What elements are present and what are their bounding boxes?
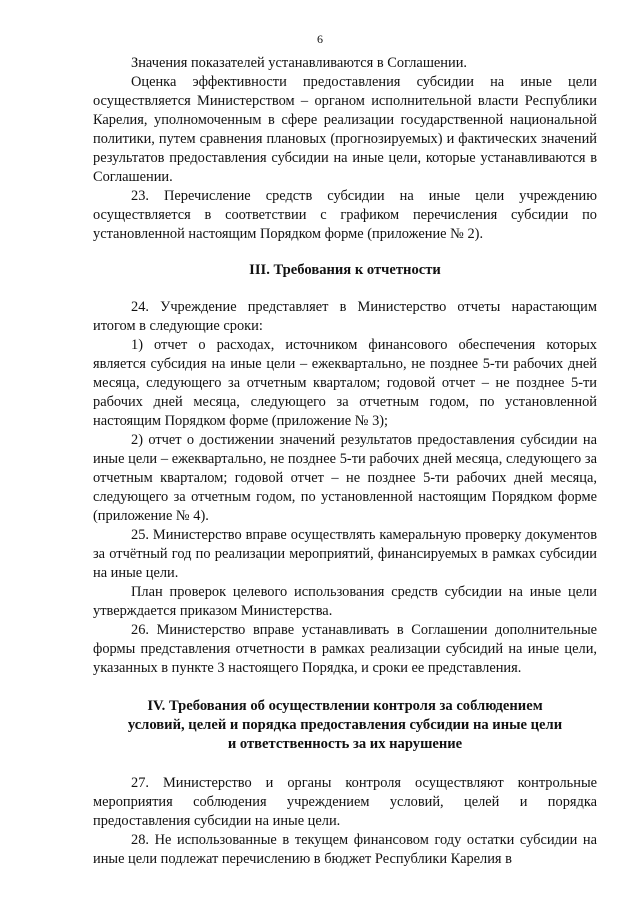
paragraph: 1) отчет о расходах, источником финансового обеспечения которых является субсидия на иные цели – ежеквартально, не позднее 5-ти рабочих дней месяца, следующего за отчетным кварталом; годовой отчет – не позднее 5-ти рабочих дней месяца, следующего за отчетным годом, по установленной настоящим Порядком форме (приложение № 3); — [93, 337, 597, 429]
paragraph: 27. Министерство и органы контроля осуществляют контрольные мероприятия соблюдения учреждением условий, целей и порядка предоставления субсидии на иные цели. — [93, 775, 597, 829]
document-body — [93, 54, 597, 869]
heading-line: условий, целей и порядка предоставления субсидии на иные цели — [127, 717, 563, 733]
section-heading-3: III. Требования к отчетности — [249, 262, 441, 278]
paragraph: План проверок целевого использования средств субсидии на иные цели утверждается приказом Министерства. — [93, 584, 597, 619]
heading-line: IV. Требования об осуществлении контроля за соблюдением — [147, 698, 543, 714]
paragraph: 23. Перечисление средств субсидии на иные цели учреждению осуществляется в соответствии с графиком перечисления субсидии по установленной настоящим Порядком форме (приложение № 2). — [93, 188, 597, 242]
section-heading-4 — [93, 697, 597, 754]
page-number: 6 — [317, 32, 323, 46]
paragraph: Оценка эффективности предоставления субсидии на иные цели осуществляется Министерством – органом исполнительной власти Республики Карелия, уполномоченным в сфере реализации государственной национальной политики, путем сравнения плановых (прогнозируемых) и фактических значений результатов предоставления субсидии на иные цели, которые устанавливаются в Соглашении. — [93, 74, 597, 185]
heading-line: и ответственность за их нарушение — [227, 736, 463, 752]
paragraph: 2) отчет о достижении значений результатов предоставления субсидии на иные цели – ежеквартально, не позднее 5-ти рабочих дней месяца, следующего за отчетным кварталом; годовой отчет – не позднее 5-ти рабочих дней месяца, следующего за отчетным годом, по установленной настоящим Порядком форме (приложение № 4). — [93, 432, 597, 524]
paragraph: 24. Учреждение представляет в Министерство отчеты нарастающим итогом в следующие сроки: — [93, 299, 597, 334]
paragraph: 28. Не использованные в текущем финансовом году остатки субсидии на иные цели подлежат перечислению в бюджет Республики Карелия в — [93, 832, 597, 867]
paragraph: Значения показателей устанавливаются в Соглашении. — [131, 55, 467, 71]
paragraph: 26. Министерство вправе устанавливать в Соглашении дополнительные формы представления отчетности в рамках реализации субсидий на иные цели, указанных в пункте 3 настоящего Порядка, и сроки ее представления. — [93, 622, 597, 676]
paragraph: 25. Министерство вправе осуществлять камеральную проверку документов за отчётный год по реализации мероприятий, финансируемых в рамках субсидии на иные цели. — [93, 527, 597, 581]
